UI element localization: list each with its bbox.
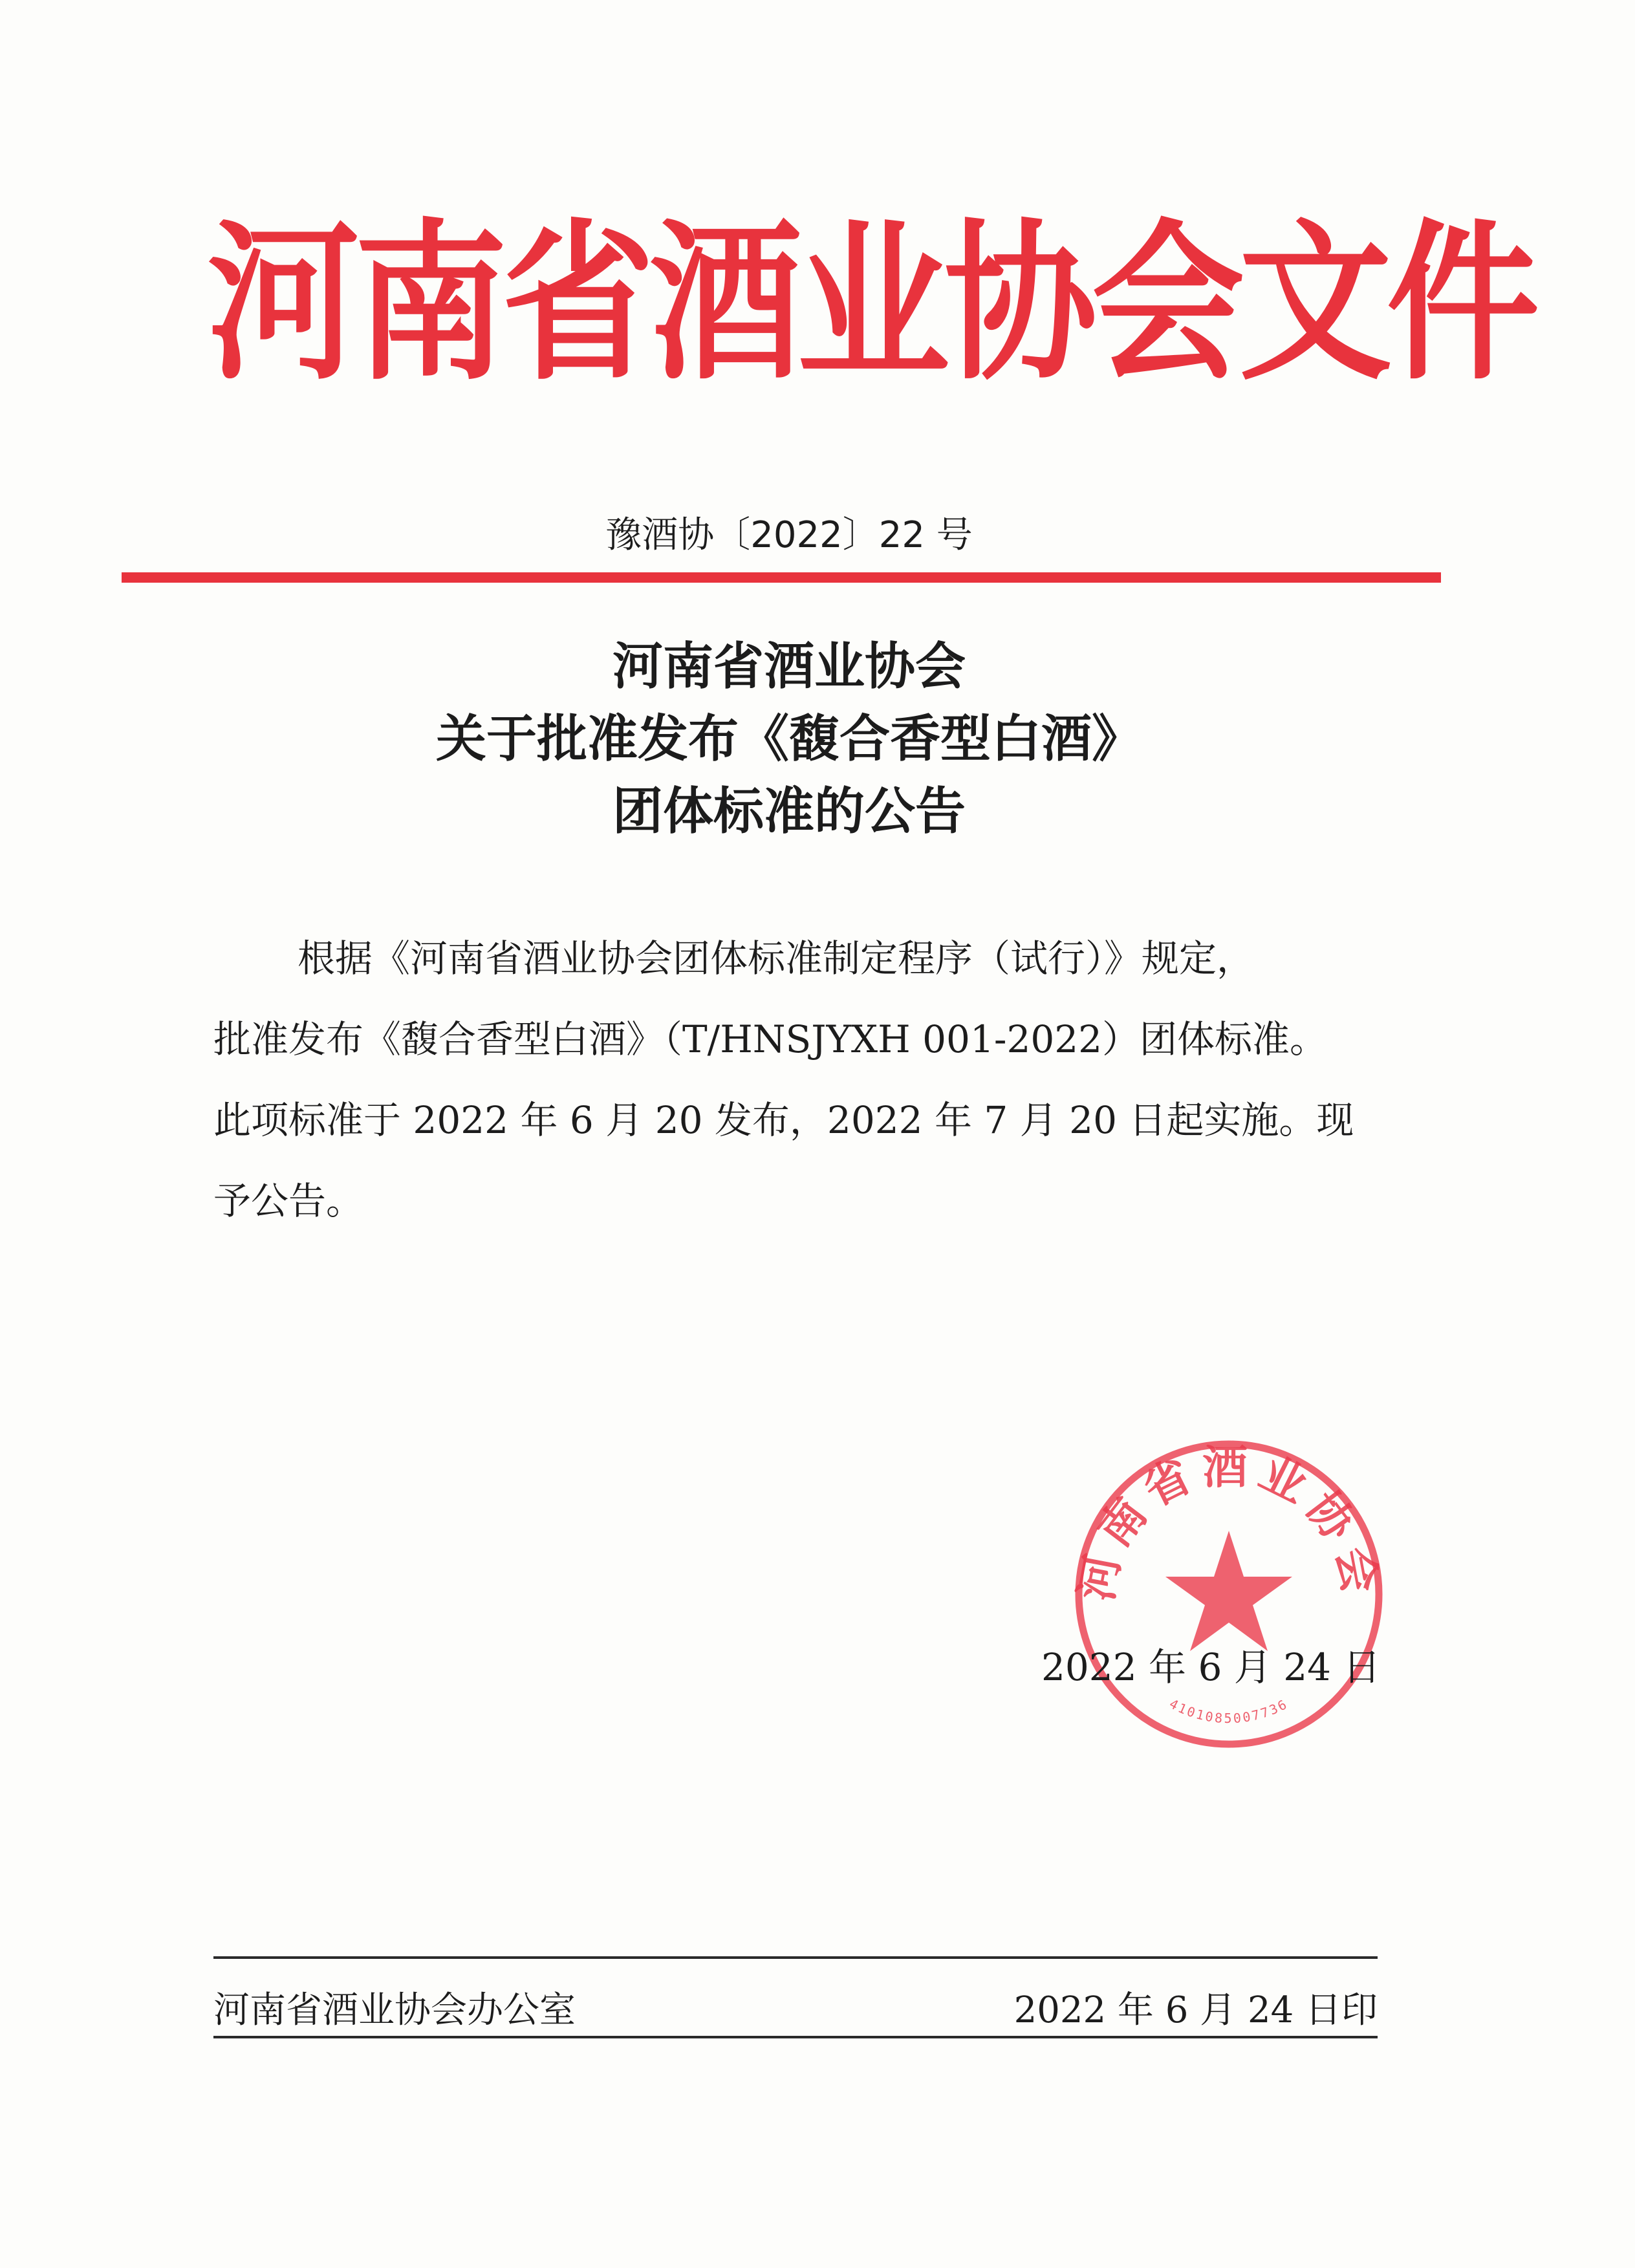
star-icon bbox=[1165, 1531, 1292, 1651]
signature-date: 2022 年 6 月 24 日 bbox=[1041, 1645, 1381, 1689]
announcement-title bbox=[194, 631, 1384, 848]
title-line-3: 团体标准的公告 bbox=[612, 783, 966, 841]
official-seal bbox=[1067, 1432, 1391, 1756]
title-line-2: 关于批准发布《馥合香型白酒》 bbox=[435, 710, 1142, 768]
footer-top-rule bbox=[213, 1956, 1378, 1959]
title-line-1: 河南省酒业协会 bbox=[612, 638, 966, 696]
document-number: 豫酒协〔2022〕22 号 bbox=[605, 514, 973, 556]
body-line-2: 批准发布《馥合香型白酒》（T/HNSJYXH 001-2022）团体标准。 bbox=[213, 1017, 1328, 1061]
seal-serial-number: 4101085007736 bbox=[1167, 1696, 1291, 1727]
body-line-4: 予公告。 bbox=[213, 1179, 364, 1223]
footer-bottom-rule bbox=[213, 2036, 1378, 2038]
footer-issuer: 河南省酒业协会办公室 bbox=[213, 1989, 576, 2031]
body-line-1: 根据《河南省酒业协会团体标准制定程序（试行）》规定， bbox=[298, 936, 1255, 980]
footer-print-date: 2022 年 6 月 24 日印 bbox=[1013, 1989, 1378, 2031]
seal-org-text: 河南省酒业协会 bbox=[1069, 1441, 1389, 1605]
header-divider bbox=[122, 572, 1441, 583]
document-header-title: 河南省酒业协会文件 bbox=[207, 204, 1535, 404]
announcement-body bbox=[213, 918, 1384, 1242]
body-line-3: 此项标准于 2022 年 6 月 20 发布，2022 年 7 月 20 日起实施。现 bbox=[213, 1098, 1354, 1142]
